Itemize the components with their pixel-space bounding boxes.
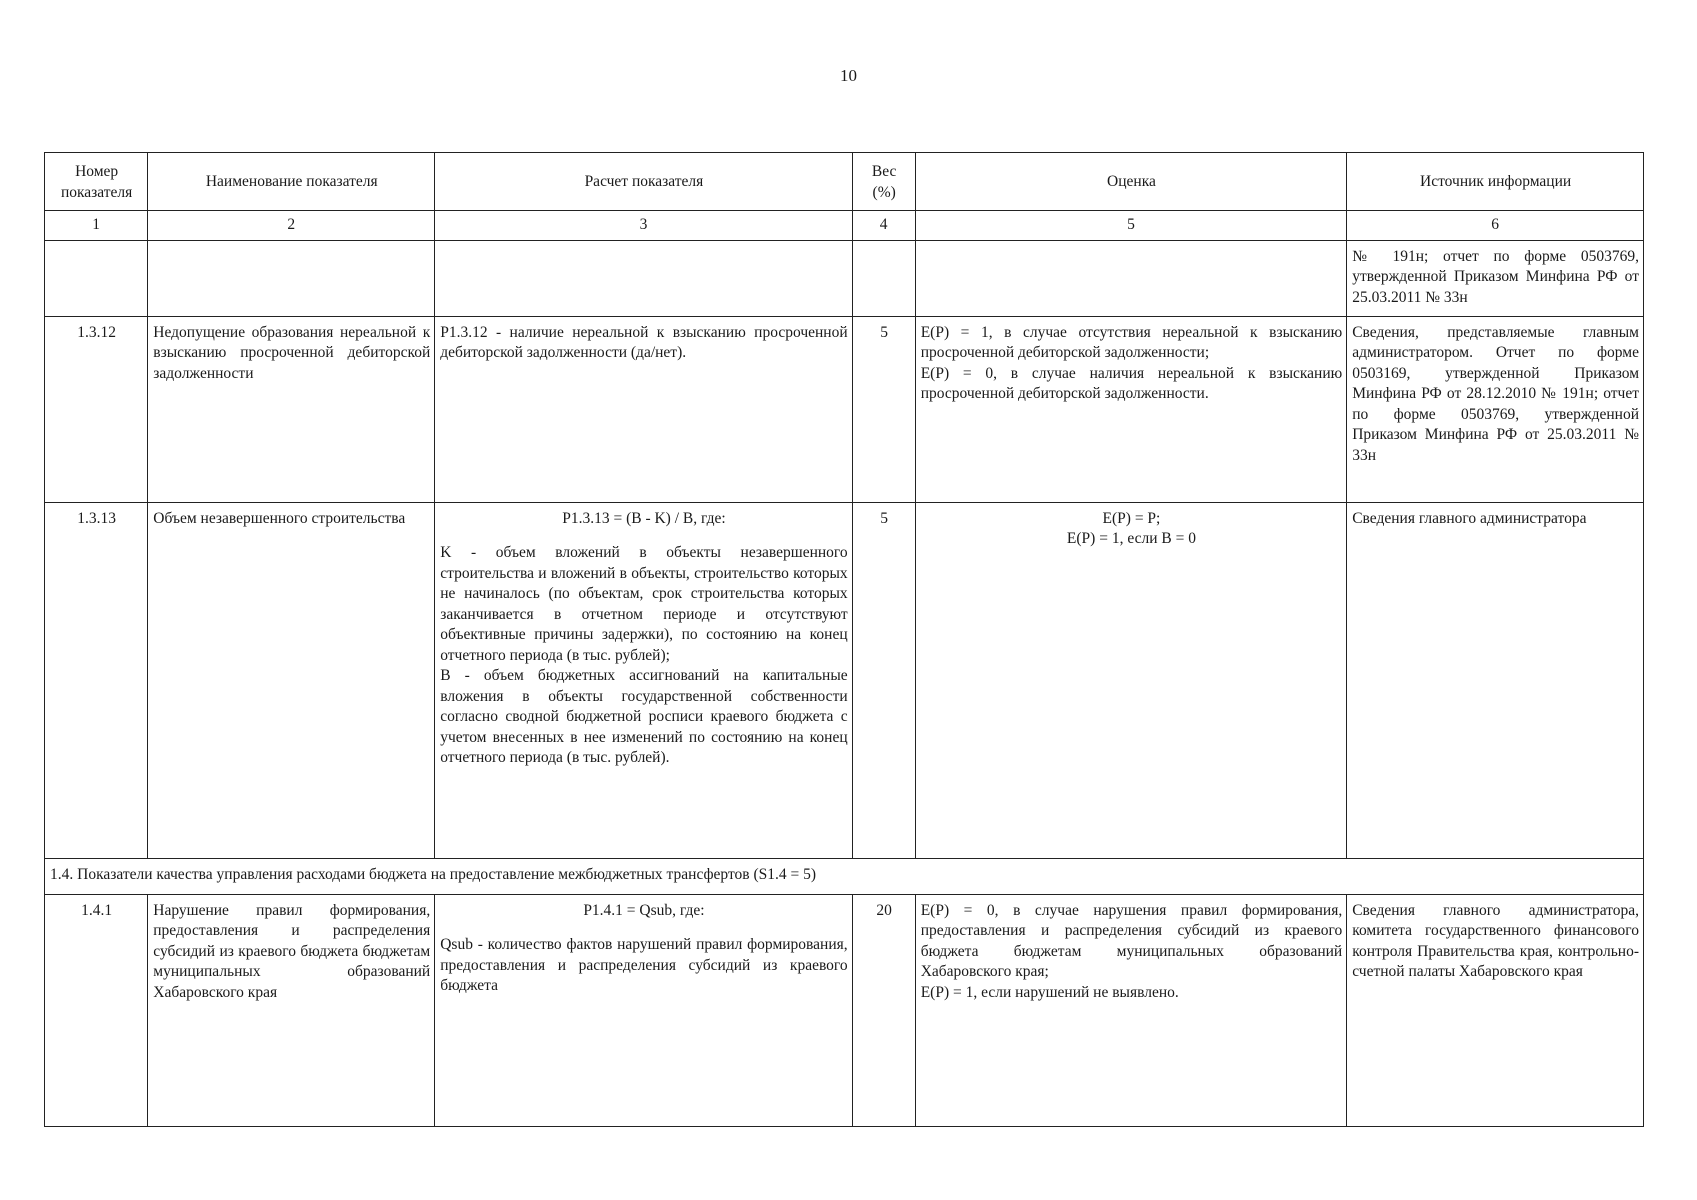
indicator-formula: P1.4.1 = Qsub, где: bbox=[583, 902, 705, 919]
header-name: Наименование показателя bbox=[148, 153, 435, 211]
indicator-calc: P1.3.12 - наличие нереальной к взысканию просроченной дебиторской задолженности (да/нет). bbox=[435, 317, 852, 503]
column-number: 5 bbox=[915, 211, 1347, 241]
column-number: 1 bbox=[45, 211, 148, 241]
table-row-1-3-12 bbox=[45, 317, 1644, 503]
page-number: 10 bbox=[840, 66, 857, 85]
indicator-name: Недопущение образования нереальной к взысканию просроченной дебиторской задолженности bbox=[148, 317, 435, 503]
source-cell: № 191н; отчет по форме 0503769, утвержденной Приказом Минфина РФ от 25.03.2011 № 33н bbox=[1347, 241, 1644, 317]
header-evaluation: Оценка bbox=[915, 153, 1347, 211]
continuation-row bbox=[45, 241, 1644, 317]
indicator-weight: 5 bbox=[852, 503, 915, 859]
column-number-row bbox=[45, 211, 1644, 241]
indicator-name: Объем незавершенного строительства bbox=[148, 503, 435, 859]
indicator-calc-cell bbox=[435, 895, 852, 1127]
empty-cell bbox=[435, 241, 852, 317]
indicator-weight: 5 bbox=[852, 317, 915, 503]
header-weight: Вес (%) bbox=[852, 153, 915, 211]
indicator-number: 1.4.1 bbox=[45, 895, 148, 1127]
table-row-1-3-13 bbox=[45, 503, 1644, 859]
indicator-name: Нарушение правил формирования, предоставления и распределения субсидий из краевого бюджета бюджетам муниципальных образований Хабаровского края bbox=[148, 895, 435, 1127]
table-header-row bbox=[45, 153, 1644, 211]
empty-cell bbox=[852, 241, 915, 317]
indicator-calc: Qsub - количество фактов нарушений правил формирования, предоставления и распределения субсидий из краевого бюджета bbox=[440, 936, 848, 995]
indicator-number: 1.3.13 bbox=[45, 503, 148, 859]
column-number: 2 bbox=[148, 211, 435, 241]
indicator-evaluation: E(P) = P; E(P) = 1, если B = 0 bbox=[915, 503, 1347, 859]
empty-cell bbox=[45, 241, 148, 317]
column-number: 3 bbox=[435, 211, 852, 241]
section-row bbox=[45, 859, 1644, 895]
empty-cell bbox=[915, 241, 1347, 317]
indicator-evaluation: E(P) = 0, в случае нарушения правил формирования, предоставления и распределения субсидий из краевого бюджета бюджетам муниципальных образований Хабаровского края; E(P) = 1, если нарушений не выявлено. bbox=[915, 895, 1347, 1127]
indicator-source: Сведения главного администратора bbox=[1347, 503, 1644, 859]
indicator-evaluation: E(P) = 1, в случае отсутствия нереальной к взысканию просроченной дебиторской задолженности; E(P) = 0, в случае наличия нереальной к взысканию просроченной дебиторской задолженности. bbox=[915, 317, 1347, 503]
column-number: 4 bbox=[852, 211, 915, 241]
indicator-calc: K - объем вложений в объекты незавершенного строительства и вложений в объекты, строительство которых не начиналось (по объектам, срок строительства которых заканчивается в отчетном периоде и отсутствуют объективные причины задержки), по состоянию на конец отчетного периода (в тыс. рублей); B - объем бюджетных ассигнований на капитальные вложения в объекты государственной собственности согласно сводной бюджетной росписи краевого бюджета с учетом внесенных в нее изменений по состоянию на конец отчетного периода (в тыс. рублей). bbox=[440, 544, 848, 766]
table-row-1-4-1 bbox=[45, 895, 1644, 1127]
indicator-calc-cell bbox=[435, 503, 852, 859]
indicator-source: Сведения, представляемые главным администратором. Отчет по форме 0503169, утвержденной Приказом Минфина РФ от 28.12.2010 № 191н; отчет по форме 0503769, утвержденной Приказом Минфина РФ от 25.03.2011 № 33н bbox=[1347, 317, 1644, 503]
header-calc: Расчет показателя bbox=[435, 153, 852, 211]
indicator-source: Сведения главного администратора, комитета государственного финансового контроля Правительства края, контрольно-счетной палаты Хабаровского края bbox=[1347, 895, 1644, 1127]
indicators-table bbox=[44, 152, 1644, 1127]
indicator-formula: P1.3.13 = (B - K) / B, где: bbox=[562, 510, 726, 527]
empty-cell bbox=[148, 241, 435, 317]
section-title: 1.4. Показатели качества управления расходами бюджета на предоставление межбюджетных трансфертов (S1.4 = 5) bbox=[45, 859, 1644, 895]
indicator-number: 1.3.12 bbox=[45, 317, 148, 503]
header-source: Источник информации bbox=[1347, 153, 1644, 211]
column-number: 6 bbox=[1347, 211, 1644, 241]
header-number: Номер показателя bbox=[45, 153, 148, 211]
indicator-weight: 20 bbox=[852, 895, 915, 1127]
